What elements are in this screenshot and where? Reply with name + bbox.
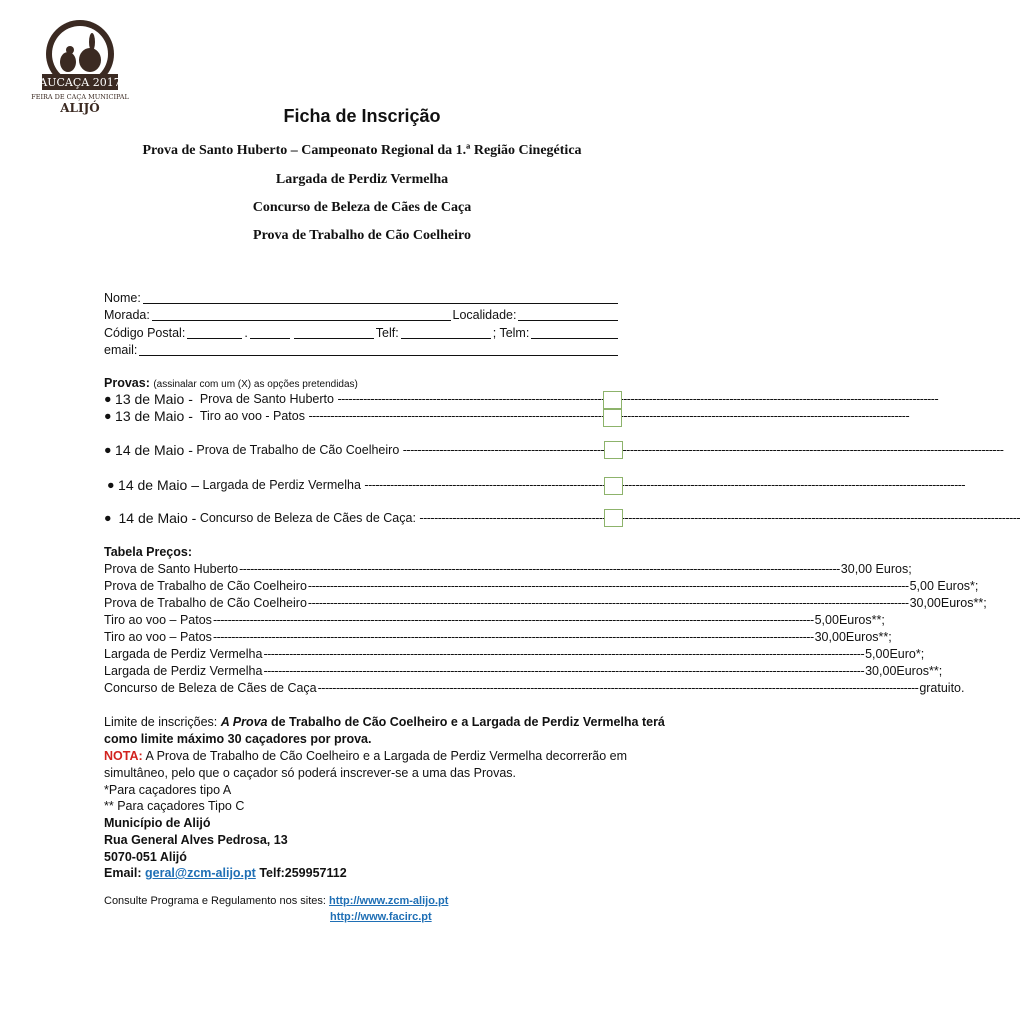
logo-caption: FEIRA DE CAÇA MUNICIPAL xyxy=(31,93,129,101)
nota-text: A Prova de Trabalho de Cão Coelheiro e a Largada de Perdiz Vermelha decorrerão em xyxy=(145,749,627,763)
prova-date: 14 de Maio – xyxy=(118,477,199,493)
prova-item xyxy=(104,408,600,425)
tipo-c-note: ** Para caçadores Tipo C xyxy=(104,799,245,813)
bullet: ● xyxy=(104,409,112,423)
limite-italic: A Prova xyxy=(220,715,268,729)
price-value: 30,00Euros**; xyxy=(865,664,943,678)
site-link-facirc[interactable]: http://www.facirc.pt xyxy=(330,911,432,923)
sites-label: Consulte Programa e Regulamento nos sites: xyxy=(104,895,326,907)
page-title: Ficha de Inscrição xyxy=(283,106,441,126)
limite-line1 xyxy=(104,714,665,731)
price-value: gratuito. xyxy=(919,681,965,695)
tipo-a-note: *Para caçadores tipo A xyxy=(104,783,232,797)
bullet: ● xyxy=(107,478,115,492)
logo-banner: AUCAÇA 2017 xyxy=(39,76,121,89)
bullet: ● xyxy=(104,443,112,457)
site-link-zcm[interactable]: http://www.zcm-alijo.pt xyxy=(329,895,449,907)
localidade-label: Localidade: xyxy=(452,308,517,322)
provas-label: Provas: xyxy=(104,376,150,390)
provas-hint: (assinalar com um (X) as opções pretendidas) xyxy=(153,379,358,390)
price-row xyxy=(104,629,892,646)
nome-label: Nome: xyxy=(104,291,141,305)
telefone: Telf:259957112 xyxy=(259,866,347,880)
prova-checkbox[interactable] xyxy=(603,409,622,427)
subtitle: Largada de Perdiz Vermelha xyxy=(275,172,449,187)
telm-label: ; Telm: xyxy=(492,326,530,340)
sites-line2 xyxy=(330,909,530,926)
price-row xyxy=(104,578,979,595)
price-row xyxy=(104,663,943,680)
contact-email-line xyxy=(104,865,620,882)
contact-street: Rua General Alves Pedrosa, 13 xyxy=(104,833,288,847)
price-row xyxy=(104,595,987,612)
nota-line2: simultâneo, pelo que o caçador só poderá inscrever-se a uma das Provas. xyxy=(104,766,517,780)
telf-label: Telf: xyxy=(375,326,399,340)
email-label: Email: xyxy=(104,866,142,880)
morada-field[interactable] xyxy=(104,307,620,324)
price-item-name: Concurso de Beleza de Cães de Caça xyxy=(104,681,317,695)
price-value: 30,00 Euros; xyxy=(840,562,912,576)
contact-org: Município de Alijó xyxy=(104,816,211,830)
price-value: 30,00Euros**; xyxy=(814,630,892,644)
bullet: ● xyxy=(104,511,112,525)
subtitle: Concurso de Beleza de Cães de Caça xyxy=(252,200,472,215)
prova-checkbox[interactable] xyxy=(604,509,623,527)
prova-checkbox[interactable] xyxy=(604,477,623,495)
prova-name: Prova de Trabalho de Cão Coelheiro xyxy=(196,443,400,457)
price-item-name: Prova de Trabalho de Cão Coelheiro xyxy=(104,579,307,593)
prova-date: 13 de Maio - xyxy=(115,408,193,424)
provas-heading xyxy=(104,375,620,392)
sites-line xyxy=(104,893,620,910)
price-item-name: Prova de Santo Huberto xyxy=(104,562,239,576)
prova-checkbox[interactable] xyxy=(604,441,623,459)
nota-label: NOTA: xyxy=(104,749,143,763)
codigo-postal-field[interactable] xyxy=(104,325,620,342)
prova-name: Prova de Santo Huberto xyxy=(199,392,334,406)
contact-postal: 5070-051 Alijó xyxy=(104,850,187,864)
price-row xyxy=(104,646,925,663)
price-value: 5,00Euro*; xyxy=(865,647,925,661)
precos-heading: Tabela Preços: xyxy=(104,545,193,559)
prova-date: 14 de Maio - xyxy=(118,510,197,526)
morada-label: Morada: xyxy=(104,308,150,322)
logo-town: ALIJÓ xyxy=(60,101,100,115)
prova-name: Tiro ao voo - Patos xyxy=(199,409,305,423)
email-field[interactable] xyxy=(104,342,620,359)
prova-name: Largada de Perdiz Vermelha xyxy=(202,478,361,492)
subtitle: Prova de Santo Huberto – Campeonato Regional da 1.ª Região Cinegética xyxy=(142,143,582,158)
prova-item xyxy=(104,510,602,527)
limite-text: de Trabalho de Cão Coelheiro e a Largada de Perdiz Vermelha terá xyxy=(271,715,665,729)
prova-date: 14 de Maio - xyxy=(115,442,193,458)
bullet: ● xyxy=(104,392,112,406)
price-item-name: Tiro ao voo – Patos xyxy=(104,630,212,644)
price-item-name: Largada de Perdiz Vermelha xyxy=(104,647,263,661)
price-value: 5,00 Euros*; xyxy=(909,579,979,593)
limite-line2: como limite máximo 30 caçadores por prova. xyxy=(104,732,372,746)
price-item-name: Tiro ao voo – Patos xyxy=(104,613,212,627)
email-label: email: xyxy=(104,343,138,357)
logo xyxy=(32,14,128,118)
prova-date: 13 de Maio - xyxy=(115,391,193,407)
price-row xyxy=(104,612,885,629)
dot: . xyxy=(244,326,248,340)
subtitle: Prova de Trabalho de Cão Coelheiro xyxy=(253,228,471,243)
price-item-name: Prova de Trabalho de Cão Coelheiro xyxy=(104,596,307,610)
limite-label: Limite de inscrições: xyxy=(104,715,218,729)
price-value: 30,00Euros**; xyxy=(909,596,987,610)
price-row xyxy=(104,561,912,578)
price-row xyxy=(104,680,965,697)
codigo-postal-label: Código Postal: xyxy=(104,326,186,340)
nome-field[interactable] xyxy=(104,290,620,307)
logo-emblem-icon xyxy=(32,14,128,118)
price-item-name: Largada de Perdiz Vermelha xyxy=(104,664,263,678)
prova-item xyxy=(104,391,600,408)
prova-checkbox[interactable] xyxy=(603,391,622,409)
prova-name: Concurso de Beleza de Cães de Caça: xyxy=(199,511,416,525)
prova-item xyxy=(104,442,602,459)
price-value: 5,00Euros**; xyxy=(814,613,885,627)
prova-item xyxy=(107,477,605,494)
email-link[interactable]: geral@zcm-alijo.pt xyxy=(145,866,256,880)
nota-line1 xyxy=(104,748,627,765)
